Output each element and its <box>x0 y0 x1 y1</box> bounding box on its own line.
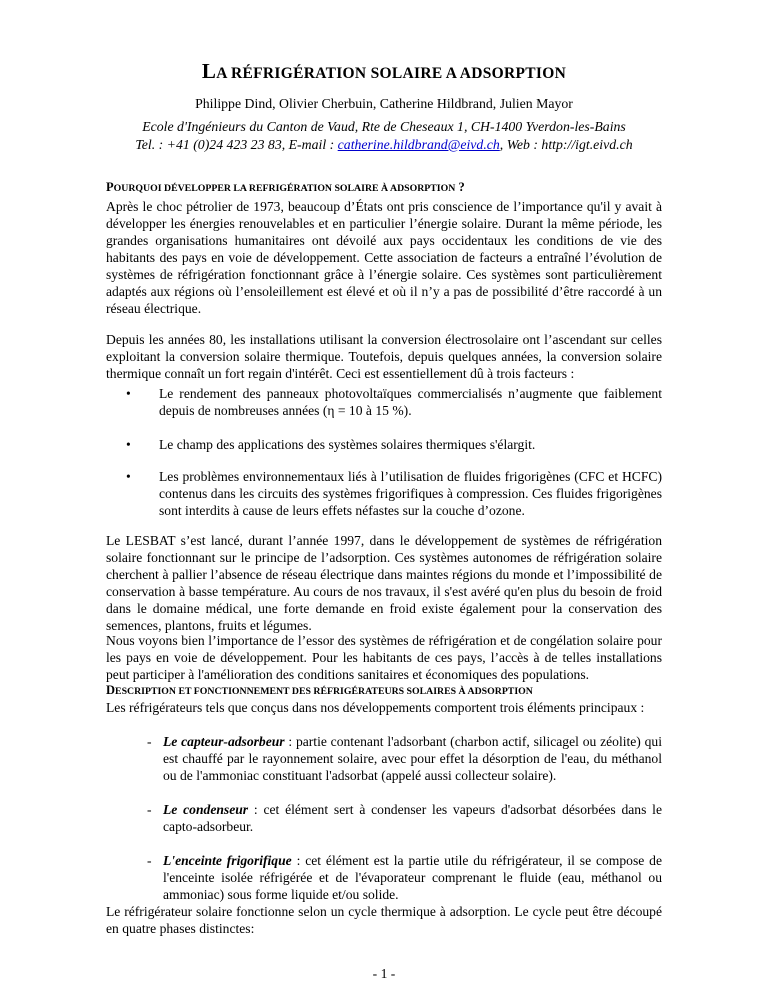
paragraph-text: Le LESBAT s’est lancé, durant l’année 1997, dans le développement de systèmes de réfrigération solaire fonctionnant sur le principe de l’adsorption. Ces systèmes autonomes de réfrigération solaire cherchent à pallier l’absence de réseau électrique dans maintes régions du monde et l’impossibilité de conservation à basse température. Au cours de nos travaux, il s'est avéré qu'en plus du besoin de froid dans le domaine médical, une forte demande en froid existe également pour la conservation des semences, plantons, fruits et légumes. <box>106 533 662 633</box>
list-item-text: Le champ des applications des systèmes solaires thermiques s'élargit. <box>159 437 536 452</box>
component-desc: : cet élément est la partie utile du réfrigérateur, il se compose de l'enceinte isolée réfrigérée et de l'évaporateur comprenant le fluide (eau, méthanol ou ammoniac) sous forme liquide et/ou solide. <box>163 853 662 902</box>
paper-title <box>0 59 768 84</box>
list-item-text <box>163 852 662 903</box>
list-item-text: Les problèmes environnementaux liés à l’utilisation de fluides frigorigènes (CFC et HCFC) contenus dans les circuits des systèmes frigorifiques à compression. Ces fluides frigorigènes sont interdits à cause de leurs effets néfastes sur la couche d’ozone. <box>159 469 662 518</box>
author-list: Philippe Dind, Olivier Cherbuin, Catherine Hildbrand, Julien Mayor <box>195 96 573 111</box>
affiliation-address: Ecole d'Ingénieurs du Canton de Vaud, Rte de Cheseaux 1, CH-1400 Yverdon-les-Bains <box>142 119 626 134</box>
page-number: - 1 - <box>372 966 396 981</box>
contact-web: , Web : http://igt.eivd.ch <box>499 136 633 152</box>
bullet-icon: • <box>126 386 131 401</box>
section-initial: D <box>106 683 116 697</box>
paragraph-text: Après le choc pétrolier de 1973, beaucoup d’États ont pris conscience de l’importance qu'il y avait à développer les énergies renouvelables et en particulier l’énergie solaire. Durant la même période, les grandes organisations humanitaires ont dévoilé aux pays occidentaux les conditions de vie des habitants des pays en voie de développement. Cette association de facteurs a entraîné l’évolution de systèmes de réfrigération fonctionnant grâce à l’énergie solaire. Ces systèmes sont particulièrement adaptés aux régions où l’ensoleillement est élevé et où il n’y a pas de possibilité d’être raccordé à un réseau électrique. <box>106 199 662 316</box>
list-item <box>106 801 662 835</box>
paragraph-factors <box>106 331 662 382</box>
list-item-text: Le rendement des panneaux photovoltaïques commercialisés n’augmente que faiblement depuis de nombreuses années (η = 10 à 15 %). <box>159 386 662 418</box>
list-item <box>106 436 662 453</box>
affiliation-contact <box>0 136 768 154</box>
bullet-icon: • <box>126 437 131 452</box>
paragraph-components-intro <box>106 699 662 716</box>
dash-icon: - <box>147 802 152 817</box>
paragraph-lesbat <box>106 532 662 634</box>
component-desc: : partie contenant l'adsorbant (charbon actif, silicagel ou zéolite) qui est chauffé par le rayonnement solaire, avec pour effet la désorption de l'eau, du méthanol ou de l'ammoniac constituant l'adsorbat (appelé aussi collecteur solaire). <box>163 734 662 783</box>
affiliation <box>0 118 768 153</box>
section-heading-description <box>106 683 533 698</box>
section-rest: ESCRIPTION ET FONCTIONNEMENT DES RÉFRIGÉRATEURS SOLAIRES À ADSORPTION <box>115 686 533 697</box>
section-end: ? <box>455 180 465 194</box>
list-item <box>106 468 662 519</box>
section-heading-why <box>106 180 465 195</box>
list-item-text <box>163 801 662 835</box>
paragraph-importance <box>106 632 662 683</box>
title-initial: L <box>201 59 217 83</box>
component-term: L'enceinte frigorifique <box>163 853 292 868</box>
bullet-icon: • <box>126 469 131 484</box>
paragraph-text: Les réfrigérateurs tels que conçus dans nos développements comportent trois éléments principaux : <box>106 700 645 715</box>
paragraph-text: Le réfrigérateur solaire fonctionne selon un cycle thermique à adsorption. Le cycle peut être découpé en quatre phases distinctes: <box>106 904 662 936</box>
component-desc: : cet élément sert à condenser les vapeurs d'adsorbat désorbées dans le capto-adsorbeur. <box>163 802 662 834</box>
dash-icon: - <box>147 734 152 749</box>
list-item <box>106 852 662 903</box>
title-rest: A RÉFRIGÉRATION SOLAIRE A ADSORPTION <box>216 65 567 82</box>
paragraph-intro <box>106 198 662 317</box>
paragraph-text: Nous voyons bien l’importance de l’essor des systèmes de réfrigération et de congélation solaire pour les pays en voie de développement. Pour les habitants de ces pays, l’accès à de telles installations peut participer à l'amélioration des conditions sanitaires et économiques des populations. <box>106 633 662 682</box>
section-rest: OURQUOI DÉVELOPPER LA REFRIGÉRATION SOLAIRE À ADSORPTION <box>113 183 456 194</box>
paragraph-text: Depuis les années 80, les installations utilisant la conversion électrosolaire ont l’ascendant sur celles exploitant la conversion solaire thermique. Toutefois, depuis quelques années, la conversion solaire thermique connaît un fort regain d'intérêt. Ceci est essentiellement dû à trois facteurs : <box>106 332 662 381</box>
list-item <box>106 385 662 419</box>
paragraph-cycle <box>106 903 662 937</box>
email-link[interactable]: catherine.hildbrand@eivd.ch <box>337 136 500 152</box>
contact-phone: Tel. : +41 (0)24 423 23 83, E-mail : <box>135 136 338 152</box>
section-initial: P <box>106 180 114 194</box>
component-term: Le condenseur <box>163 802 249 817</box>
list-item-text <box>163 733 662 784</box>
component-term: Le capteur-adsorbeur <box>163 734 285 749</box>
list-item <box>106 733 662 784</box>
dash-icon: - <box>147 853 152 868</box>
